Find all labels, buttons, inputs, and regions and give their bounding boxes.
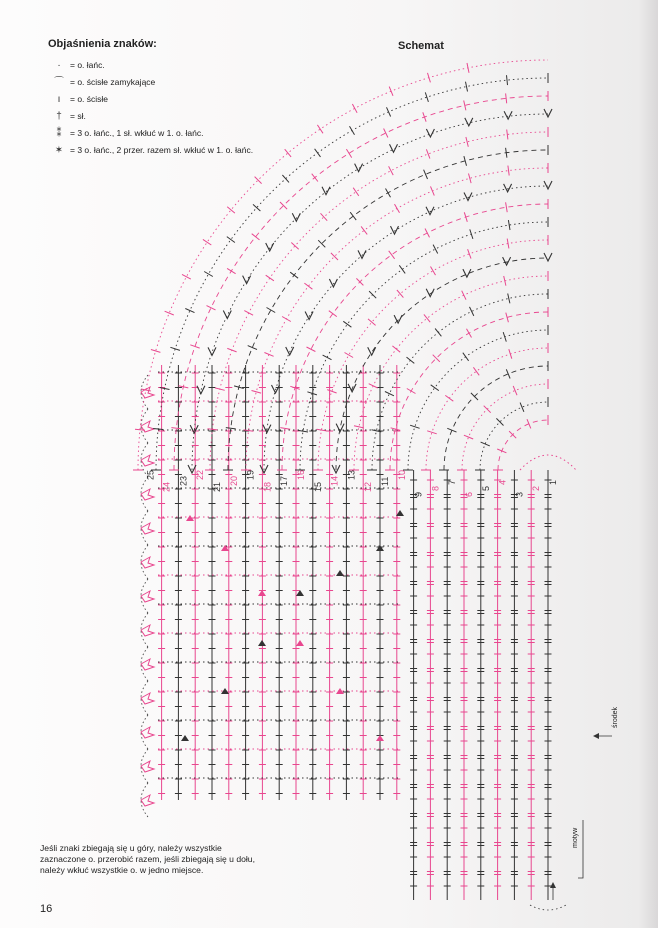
radial-stitch	[204, 272, 213, 277]
radial-stitch	[307, 347, 316, 352]
radial-stitch	[215, 388, 225, 390]
radial-stitch	[466, 137, 468, 147]
radial-stitch	[473, 367, 479, 375]
radial-stitch	[227, 207, 235, 213]
picot-mark	[141, 387, 154, 398]
page-number: 16	[40, 903, 53, 915]
row-number-label: 17	[279, 475, 290, 486]
yoke-arc	[498, 420, 548, 470]
row-number-label: 22	[195, 469, 206, 480]
radial-stitch	[252, 391, 262, 394]
radial-stitch	[226, 428, 236, 429]
radial-stitch	[399, 265, 405, 273]
start-arrow-icon	[550, 882, 556, 888]
radial-stitch	[345, 353, 354, 358]
row-number-label: 9	[413, 491, 424, 497]
radial-stitch	[508, 294, 510, 304]
scallop-edge	[141, 477, 148, 511]
radial-stitch	[298, 430, 308, 432]
cluster-symbol-icon: ✶	[54, 145, 64, 156]
fan-mark	[292, 213, 300, 221]
fan-mark	[305, 312, 313, 320]
radial-stitch	[290, 272, 298, 278]
yoke-arc	[444, 366, 548, 470]
fan-mark	[426, 207, 434, 215]
row-number-label: 3	[514, 491, 525, 497]
radial-stitch	[346, 149, 351, 158]
row-number-label: 24	[161, 481, 172, 492]
radial-stitch	[267, 308, 276, 313]
radial-stitch	[315, 149, 321, 157]
center-arc	[520, 455, 576, 470]
fan-mark	[503, 257, 511, 265]
radial-stitch	[343, 321, 351, 327]
radial-stitch	[469, 174, 472, 184]
legend-item-text: = sł.	[70, 111, 86, 121]
radial-stitch	[264, 353, 273, 357]
radial-stitch	[182, 274, 191, 279]
radial-stitch	[331, 253, 338, 260]
picot-mark	[141, 693, 154, 704]
picot-mark	[141, 523, 154, 534]
radial-stitch	[470, 229, 473, 239]
radial-stitch	[506, 202, 508, 212]
radial-stitch	[508, 220, 510, 230]
radial-stitch	[227, 237, 235, 243]
radial-stitch	[227, 348, 236, 352]
fan-mark	[504, 111, 512, 119]
row-number-label: 2	[531, 485, 542, 491]
radial-stitch	[165, 311, 174, 315]
row-number-label: 19	[245, 469, 256, 480]
cluster-mark	[296, 640, 304, 646]
row-number-label: 1	[548, 479, 558, 485]
bottom-arc	[530, 905, 566, 910]
radial-stitch	[312, 174, 318, 182]
legend-item-text: = o. ścisłe	[70, 94, 109, 104]
fan-mark	[358, 250, 366, 258]
picot-mark	[141, 591, 154, 602]
radial-stitch	[387, 107, 391, 116]
cluster-mark	[376, 545, 384, 551]
picot-mark	[141, 795, 154, 806]
radial-stitch	[435, 329, 441, 337]
scallop-edge	[141, 613, 148, 647]
radial-stitch	[185, 309, 194, 313]
fan-mark	[243, 276, 251, 284]
scallop-edge	[141, 647, 148, 681]
radial-stitch	[356, 278, 363, 285]
radial-stitch	[431, 267, 436, 276]
picot-mark	[141, 727, 154, 738]
picot-mark	[141, 625, 154, 636]
picot-mark	[141, 659, 154, 670]
row-number-label: 23	[178, 475, 189, 486]
row-number-label: 21	[212, 481, 222, 492]
radial-stitch	[445, 395, 453, 401]
legend-title: Objaśnienia znaków:	[48, 38, 157, 50]
row-number-label: 5	[480, 485, 491, 491]
radial-stitch	[425, 229, 430, 238]
row-number-label: 4	[497, 479, 508, 485]
chain-symbol-icon: ·	[57, 60, 61, 71]
radial-stitch	[426, 149, 430, 158]
radial-stitch	[462, 291, 466, 300]
center-pointer-arrow-icon	[593, 733, 599, 739]
radial-stitch	[464, 101, 466, 111]
radial-stitch	[466, 82, 468, 92]
radial-stitch	[323, 355, 332, 360]
radial-stitch	[329, 311, 337, 317]
fan-mark	[544, 181, 552, 189]
scallop-edge	[141, 715, 148, 749]
radial-stitch	[248, 346, 257, 350]
fan-mark	[329, 279, 337, 287]
radial-stitch	[424, 314, 430, 322]
radial-stitch	[397, 290, 404, 298]
scallop-edge	[141, 681, 148, 715]
picot-symbol-icon: ⁑	[56, 128, 62, 139]
radial-stitch	[389, 87, 393, 96]
row-number-label: 11	[380, 476, 390, 486]
scallop-edge	[141, 545, 148, 579]
radial-stitch	[369, 384, 378, 388]
fan-mark	[504, 184, 512, 192]
radial-stitch	[317, 125, 323, 133]
radial-stitch	[352, 104, 357, 113]
radial-stitch	[513, 386, 517, 395]
radial-stitch	[506, 369, 510, 378]
radial-stitch	[467, 329, 472, 338]
radial-stitch	[389, 166, 394, 175]
radial-stitch	[282, 317, 291, 322]
radial-stitch	[280, 428, 290, 430]
row-number-label: 6	[464, 491, 474, 497]
radial-stitch	[354, 426, 364, 428]
picot-mark	[141, 557, 154, 568]
radial-stitch	[395, 204, 400, 213]
radial-stitch	[470, 307, 474, 316]
double-crochet-symbol-icon: †	[56, 111, 62, 122]
radial-stitch	[431, 385, 439, 391]
fan-mark	[544, 253, 552, 261]
radial-stitch	[507, 75, 508, 85]
row-number-label: 7	[447, 479, 458, 485]
radial-stitch	[350, 212, 356, 220]
radial-stitch	[368, 319, 376, 326]
radial-stitch	[353, 188, 359, 196]
row-number-label: 25	[145, 469, 156, 480]
row-number-label: 15	[312, 481, 323, 492]
legend-item-text: = 3 o. łańc., 1 sł. wkłuć w 1. o. łańc.	[70, 128, 204, 138]
fan-mark	[390, 144, 398, 152]
radial-stitch	[464, 435, 473, 439]
picot-mark	[141, 761, 154, 772]
radial-stitch	[508, 166, 509, 176]
radial-stitch	[431, 186, 435, 195]
radial-stitch	[386, 189, 391, 198]
center-label: środek	[612, 706, 619, 728]
scallop-edge	[141, 375, 148, 409]
row-number-label: 14	[329, 475, 340, 486]
radial-stitch	[509, 431, 516, 438]
radial-stitch	[407, 389, 416, 394]
radial-stitch	[497, 449, 506, 453]
fan-mark	[368, 347, 376, 355]
cluster-mark	[336, 570, 344, 576]
scallop-edge	[141, 783, 148, 817]
row-number-label: 16	[296, 469, 306, 480]
yoke-arc	[264, 186, 548, 470]
cluster-mark	[258, 640, 266, 646]
radial-stitch	[506, 93, 507, 103]
scallop-edge	[141, 579, 148, 613]
radial-stitch	[447, 428, 456, 432]
legend-item-text: = o. ścisłe zamykające	[70, 77, 156, 87]
radial-stitch	[207, 306, 216, 310]
radial-stitch	[407, 357, 415, 363]
radial-stitch	[304, 283, 312, 289]
legend-item-text: = 3 o. łańc., 2 przer. razem sł. wkłuć w 1. o. łańc.	[70, 145, 254, 155]
radial-stitch	[171, 428, 181, 429]
motif-label: motyw	[572, 827, 579, 848]
radial-stitch	[203, 239, 211, 245]
scallop-edge	[141, 409, 148, 443]
fan-mark	[544, 109, 552, 117]
yoke-arc	[390, 312, 548, 470]
radial-stitch	[244, 311, 253, 316]
single-crochet-symbol-icon: ı	[57, 94, 61, 105]
radial-stitch	[285, 149, 291, 157]
row-number-label: 8	[430, 485, 441, 491]
radial-stitch	[227, 268, 236, 273]
radial-stitch	[389, 251, 395, 259]
fan-mark	[464, 193, 472, 201]
radial-stitch	[463, 353, 469, 361]
picot-mark	[141, 489, 154, 500]
fan-mark	[426, 289, 434, 297]
row-number-label: 20	[228, 475, 239, 486]
radial-stitch	[361, 226, 367, 234]
slip-stitch-symbol-icon: ⌒	[54, 77, 64, 88]
picot-mark	[141, 455, 154, 466]
row-number-label: 13	[346, 469, 357, 480]
fan-mark	[208, 347, 216, 355]
instruction-note: Jeśli znaki zbiegają się u góry, należy wszystkie zaznaczone o. przerobić razem, jeśli zbiegają się u dołu, należy wkłuć wszystkie o. w jedno miejsce.	[40, 843, 255, 875]
legend-item-text: = o. łańc.	[70, 60, 105, 70]
row-number-label: 12	[363, 481, 374, 492]
row-number-label: 10	[396, 469, 407, 480]
radial-stitch	[384, 129, 388, 138]
schemat-title: Schemat	[398, 40, 444, 52]
radial-stitch	[350, 126, 355, 135]
fan-mark	[223, 311, 231, 319]
radial-stitch	[507, 130, 508, 140]
cluster-mark	[181, 735, 189, 741]
row-number-label: 18	[262, 481, 273, 492]
radial-stitch	[520, 403, 524, 412]
radial-stitch	[481, 442, 490, 446]
radial-stitch	[392, 346, 400, 352]
scallop-edge	[141, 749, 148, 783]
fan-mark	[394, 315, 402, 323]
scallop-edge	[141, 511, 148, 545]
radial-stitch	[424, 170, 428, 179]
fan-mark	[197, 386, 205, 394]
fan-mark	[266, 243, 274, 251]
radial-stitch	[385, 392, 394, 396]
radial-stitch	[506, 148, 507, 158]
radial-stitch	[252, 234, 260, 240]
radial-stitch	[527, 419, 531, 428]
radial-stitch	[266, 275, 274, 281]
radial-stitch	[433, 245, 438, 254]
